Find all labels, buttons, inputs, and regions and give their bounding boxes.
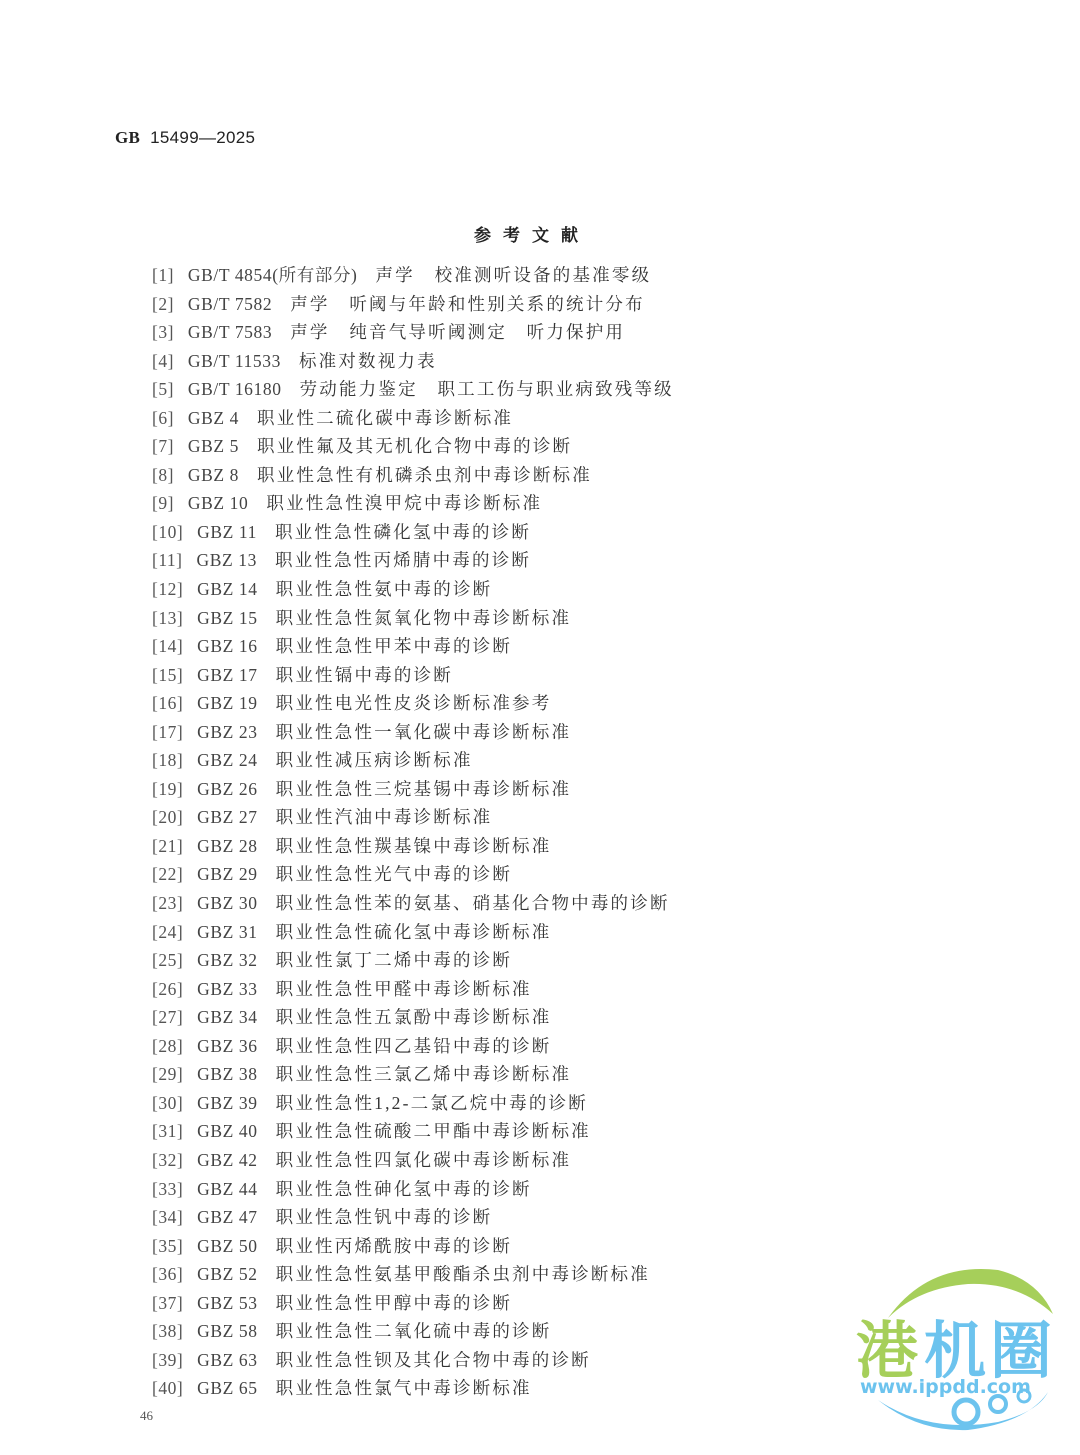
reference-number: [27]	[152, 1007, 184, 1028]
reference-title: 职业性急性丙烯腈中毒的诊断	[275, 550, 532, 571]
reference-item	[152, 1117, 674, 1146]
reference-title: 职业性急性苯的氨基、硝基化合物中毒的诊断	[275, 893, 670, 914]
reference-item	[152, 803, 674, 832]
reference-code: GBZ 16	[197, 636, 258, 657]
reference-title: 职业性急性溴甲烷中毒诊断标准	[266, 493, 543, 514]
reference-title: 职业性减压病诊断标准	[275, 750, 473, 771]
reference-number: [37]	[152, 1292, 184, 1313]
reference-title: 职业性氟及其无机化合物中毒的诊断	[257, 436, 573, 457]
reference-item	[152, 1232, 674, 1261]
reference-code: GBZ 23	[197, 721, 258, 742]
reference-title: 职业性急性四氯化碳中毒诊断标准	[275, 1149, 572, 1170]
reference-item	[152, 860, 674, 889]
reference-title: 职业性电光性皮炎诊断标准参考	[275, 693, 552, 714]
reference-number: [12]	[152, 579, 184, 600]
reference-item	[152, 375, 674, 404]
reference-title: 职业性急性硫酸二甲酯中毒诊断标准	[275, 1121, 591, 1142]
reference-number: [1]	[152, 265, 174, 285]
reference-title: 职业性急性三氯乙烯中毒诊断标准	[275, 1064, 572, 1085]
reference-number: [2]	[152, 293, 174, 314]
reference-item	[152, 546, 674, 575]
reference-title: 声学 校准测听设备的基准零级	[375, 265, 652, 285]
reference-code: GBZ 63	[197, 1349, 258, 1370]
reference-item	[152, 489, 674, 518]
reference-title: 劳动能力鉴定 职工工伤与职业病致残等级	[299, 379, 674, 400]
reference-code: GBZ 13	[196, 550, 257, 571]
reference-item	[152, 718, 674, 747]
reference-number: [39]	[152, 1349, 184, 1370]
reference-number: [5]	[152, 379, 174, 400]
reference-item	[152, 1374, 674, 1403]
reference-item	[152, 432, 674, 461]
reference-number: [32]	[152, 1149, 184, 1170]
reference-item	[152, 1003, 674, 1032]
reference-item	[152, 1060, 674, 1089]
reference-title: 职业性急性有机磷杀虫剂中毒诊断标准	[257, 464, 592, 485]
reference-item	[152, 775, 674, 804]
standard-prefix: GB	[115, 128, 141, 147]
reference-number: [3]	[152, 322, 174, 343]
reference-code: GBZ 36	[197, 1035, 258, 1056]
reference-number: [28]	[152, 1035, 184, 1056]
reference-code: GB/T 4854(所有部分)	[187, 265, 358, 285]
reference-code: GBZ 10	[187, 493, 249, 514]
reference-title: 职业性急性磷化氢中毒的诊断	[274, 521, 532, 542]
reference-number: [24]	[152, 921, 184, 942]
reference-number: [40]	[152, 1378, 184, 1399]
reference-number: [9]	[152, 493, 174, 514]
reference-code: GBZ 27	[197, 807, 258, 828]
reference-title: 职业性急性四乙基铅中毒的诊断	[275, 1035, 552, 1056]
reference-title: 职业性急性氨中毒的诊断	[275, 579, 493, 600]
reference-item	[152, 1346, 674, 1375]
page-number: 46	[140, 1408, 153, 1423]
reference-code: GBZ 28	[197, 835, 258, 856]
reference-item	[152, 261, 674, 290]
reference-item	[152, 290, 674, 319]
reference-title: 职业性急性氯气中毒诊断标准	[275, 1378, 532, 1399]
reference-title: 职业性二硫化碳中毒诊断标准	[257, 407, 514, 428]
reference-code: GBZ 52	[197, 1264, 258, 1285]
section-title: 参考文献	[474, 226, 590, 245]
reference-number: [10]	[152, 521, 184, 542]
reference-item	[152, 318, 674, 347]
reference-code: GBZ 31	[197, 921, 258, 942]
reference-number: [33]	[152, 1178, 184, 1199]
reference-number: [14]	[152, 636, 184, 657]
reference-code: GB/T 16180	[187, 379, 282, 400]
reference-number: [30]	[152, 1092, 184, 1113]
reference-title: 职业性急性钒中毒的诊断	[275, 1207, 493, 1228]
reference-code: GBZ 34	[197, 1007, 258, 1028]
reference-item	[152, 604, 674, 633]
reference-item	[152, 889, 674, 918]
reference-code: GBZ 39	[197, 1092, 258, 1113]
reference-item	[152, 1175, 674, 1204]
reference-title: 职业性急性二氧化硫中毒的诊断	[275, 1321, 552, 1342]
reference-title: 职业性急性甲醛中毒诊断标准	[275, 978, 532, 999]
reference-code: GB/T 11533	[187, 350, 281, 371]
reference-item	[152, 575, 674, 604]
reference-number: [16]	[152, 693, 184, 714]
reference-number: [38]	[152, 1321, 184, 1342]
reference-title: 职业性急性三烷基锡中毒诊断标准	[275, 778, 572, 799]
reference-code: GBZ 17	[197, 664, 258, 685]
reference-number: [31]	[152, 1121, 184, 1142]
reference-code: GBZ 40	[197, 1121, 258, 1142]
reference-item	[152, 689, 674, 718]
reference-number: [35]	[152, 1235, 184, 1256]
standard-number-header	[115, 128, 255, 148]
reference-code: GBZ 42	[197, 1149, 258, 1170]
reference-number: [4]	[152, 350, 174, 371]
reference-number: [25]	[152, 950, 184, 971]
reference-title: 职业性急性砷化氢中毒的诊断	[275, 1178, 532, 1199]
reference-code: GBZ 11	[197, 521, 257, 542]
reference-number: [29]	[152, 1064, 184, 1085]
reference-code: GBZ 24	[197, 750, 258, 771]
reference-code: GB/T 7582	[187, 293, 273, 314]
standard-number: 15499—2025	[150, 128, 256, 147]
reference-code: GBZ 30	[197, 893, 258, 914]
reference-item	[152, 1032, 674, 1061]
reference-number: [34]	[152, 1207, 184, 1228]
reference-title: 职业性急性氮氧化物中毒诊断标准	[275, 607, 572, 628]
reference-number: [21]	[152, 835, 184, 856]
reference-code: GBZ 50	[197, 1235, 258, 1256]
reference-code: GBZ 26	[197, 778, 258, 799]
reference-number: [20]	[152, 807, 184, 828]
reference-number: [7]	[152, 436, 174, 457]
reference-title: 职业性急性1,2-二氯乙烷中毒的诊断	[275, 1092, 588, 1113]
reference-code: GB/T 7583	[187, 322, 273, 343]
reference-number: [17]	[152, 721, 184, 742]
reference-item	[152, 461, 674, 490]
reference-item	[152, 1089, 674, 1118]
reference-title: 职业性急性甲苯中毒的诊断	[275, 636, 513, 657]
logo-url: www.ippdd.com	[860, 1376, 1031, 1398]
logo-char-1: 港	[856, 1314, 919, 1387]
reference-code: GBZ 53	[197, 1292, 258, 1313]
reference-code: GBZ 15	[197, 607, 258, 628]
reference-title: 职业性镉中毒的诊断	[275, 664, 453, 685]
reference-code: GBZ 19	[197, 693, 258, 714]
reference-code: GBZ 38	[197, 1064, 258, 1085]
reference-title: 职业性急性钡及其化合物中毒的诊断	[275, 1349, 591, 1370]
reference-item	[152, 1260, 674, 1289]
reference-number: [15]	[152, 664, 184, 685]
watermark-logo	[848, 1262, 1064, 1438]
reference-item	[152, 746, 674, 775]
reference-item	[152, 661, 674, 690]
reference-title: 声学 听阈与年龄和性别关系的统计分布	[290, 293, 645, 314]
reference-number: [11]	[152, 550, 183, 571]
reference-number: [13]	[152, 607, 184, 628]
reference-title: 职业性丙烯酰胺中毒的诊断	[275, 1235, 513, 1256]
reference-item	[152, 1203, 674, 1232]
reference-title: 职业性急性氨基甲酸酯杀虫剂中毒诊断标准	[275, 1264, 650, 1285]
reference-item	[152, 518, 674, 547]
reference-item	[152, 946, 674, 975]
reference-number: [26]	[152, 978, 184, 999]
reference-number: [18]	[152, 750, 184, 771]
reference-code: GBZ 14	[197, 579, 258, 600]
reference-code: GBZ 65	[197, 1378, 258, 1399]
reference-code: GBZ 4	[187, 407, 240, 428]
reference-title: 职业性汽油中毒诊断标准	[275, 807, 493, 828]
reference-title: 职业性急性硫化氢中毒诊断标准	[275, 921, 552, 942]
reference-item	[152, 1289, 674, 1318]
reference-title: 职业性急性一氧化碳中毒诊断标准	[275, 721, 572, 742]
reference-title: 职业性急性光气中毒的诊断	[275, 864, 513, 885]
reference-item	[152, 975, 674, 1004]
reference-number: [6]	[152, 407, 174, 428]
reference-number: [36]	[152, 1264, 184, 1285]
reference-title: 声学 纯音气导听阈测定 听力保护用	[290, 322, 626, 343]
logo-char-3: 圈	[990, 1314, 1053, 1387]
reference-title: 职业性氯丁二烯中毒的诊断	[275, 950, 513, 971]
reference-item	[152, 347, 674, 376]
reference-item	[152, 632, 674, 661]
reference-item	[152, 1317, 674, 1346]
reference-title: 职业性急性甲醇中毒的诊断	[275, 1292, 513, 1313]
reference-item	[152, 404, 674, 433]
reference-list	[152, 261, 674, 1403]
reference-item	[152, 832, 674, 861]
reference-code: GBZ 47	[197, 1207, 258, 1228]
reference-number: [22]	[152, 864, 184, 885]
reference-code: GBZ 44	[197, 1178, 258, 1199]
reference-title: 职业性急性五氯酚中毒诊断标准	[275, 1007, 552, 1028]
reference-number: [8]	[152, 464, 174, 485]
reference-code: GBZ 32	[197, 950, 258, 971]
logo-char-2: 机	[924, 1314, 987, 1387]
reference-code: GBZ 5	[187, 436, 240, 457]
reference-number: [19]	[152, 778, 184, 799]
reference-code: GBZ 58	[197, 1321, 258, 1342]
reference-code: GBZ 33	[197, 978, 258, 999]
reference-code: GBZ 8	[187, 464, 240, 485]
reference-item	[152, 918, 674, 947]
reference-item	[152, 1146, 674, 1175]
reference-title: 职业性急性羰基镍中毒诊断标准	[275, 835, 552, 856]
reference-number: [23]	[152, 893, 184, 914]
reference-title: 标准对数视力表	[298, 350, 437, 371]
reference-code: GBZ 29	[197, 864, 258, 885]
